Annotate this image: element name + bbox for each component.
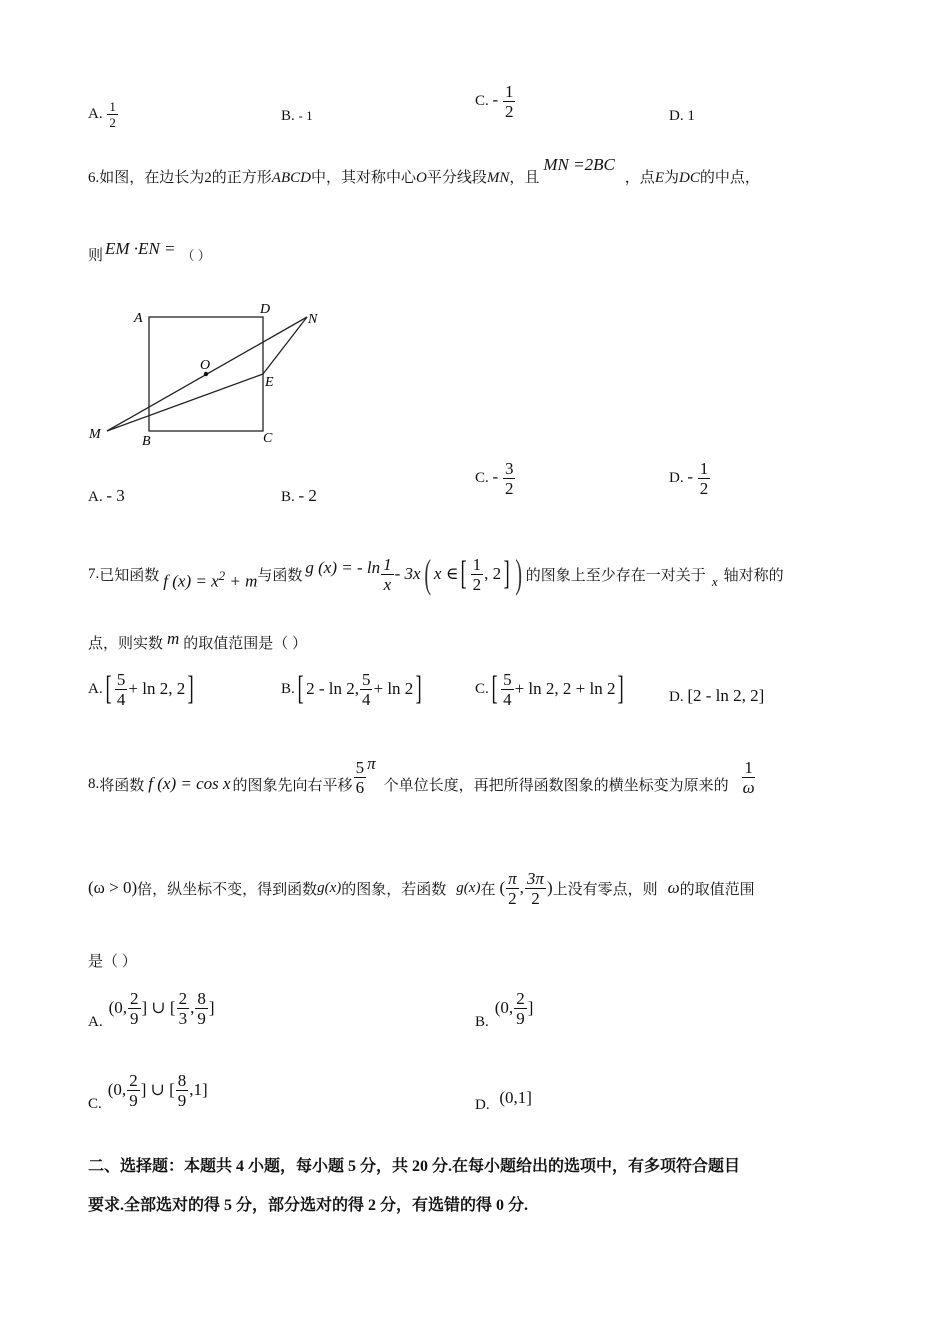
label-n: N [308, 312, 318, 327]
q5-option-d [669, 108, 695, 125]
option-label: C. [475, 92, 489, 109]
fraction: $\frac{1}{2}$ [109, 99, 116, 130]
option-label: D. [669, 469, 684, 486]
q7-option-d [669, 686, 764, 706]
label-d: D [260, 302, 271, 317]
q6-option-d: D. - $\frac{1}{2}$ [669, 459, 709, 498]
q7-stem-line2: 点，则实数 m 的取值范围是（ ） [88, 629, 308, 652]
q7-option-c: C. [ $\frac{5}{4}$ + ln 2, 2 + ln 2 ] [475, 669, 625, 709]
fraction: $\frac{1}{x}$ [383, 554, 392, 594]
omega-condition: (ω > 0) [88, 878, 138, 897]
option-value: (0,1] [499, 1088, 532, 1107]
option-label: D. [475, 1097, 490, 1113]
label-o: O [200, 358, 211, 373]
option-label: B. [281, 489, 295, 505]
q8-stem-line2: (ω > 0) 倍，纵坐标不变，得到函数 g(x) 的图象，若函数 g(x) 在 ( $\frac{\pi}{2}$ , $\frac{3\pi}{2}$ ) 上没有零点，则 ω 的取值范围 [88, 868, 755, 908]
fraction: $\frac{2}{9}$ [130, 988, 139, 1028]
fraction: $\frac{3\pi}{2}$ [526, 868, 544, 908]
question-number: 6. [88, 170, 100, 186]
dot-product-expression: EM ·EN = [105, 239, 176, 258]
option-label: B. [281, 680, 295, 697]
section-2-instructions-line2: 要求.全部选对的得 5 分，部分选对的得 2 分，有选错的得 0 分. [88, 1197, 529, 1214]
g-expression: g (x) = - ln [305, 558, 381, 577]
fraction: $\frac{5}{4}$ [116, 669, 126, 709]
option-value: [2 - ln 2, 2] [687, 686, 765, 705]
question-number: 8. [88, 775, 100, 792]
option-label: D. [669, 689, 684, 705]
f-expression: f (x) = cos x [148, 774, 231, 793]
fraction: $\frac{5}{4}$ [503, 669, 512, 709]
section-2-instructions-line1: 二、选择题：本题共 4 小题，每小题 5 分，共 20 分.在每小题给出的选项中，有多项符合题目 [88, 1158, 741, 1175]
label-a: A [134, 311, 143, 326]
option-label: C. [475, 469, 489, 486]
segment-en [263, 317, 307, 374]
option-label: A. [88, 1013, 103, 1030]
label-c: C [263, 431, 273, 446]
q7-stem-line1: 7. 已知函数 f $(x) = x^2 + m$ 与函数 g (x) = - ln $\frac{1}{x}$ - 3x ( x ∈ [ $\frac{1}{2}$ , 2 ] ) 的图象上至少存在一对关于 x 轴对称的 [88, 551, 784, 596]
option-label: D. [669, 108, 684, 124]
fraction: $\frac{8}{9}$ [197, 988, 206, 1028]
fraction: $\frac{3}{2}$ [504, 459, 514, 498]
q8-option-d [475, 1088, 532, 1113]
segment-me [107, 374, 263, 431]
fraction: $\frac{8}{9}$ [177, 1070, 187, 1110]
option-value: - 1 [298, 108, 313, 123]
q7-option-a: A. [ $\frac{5}{4}$ + ln 2, 2 ] [88, 669, 195, 709]
option-value: 1 [687, 108, 695, 124]
fraction: $\frac{2}{9}$ [129, 1070, 138, 1110]
label-b: B [142, 434, 151, 449]
q8-option-c: C. (0, $\frac{2}{9}$ ] ∪ [ $\frac{8}{9}$ ,1] [88, 1070, 208, 1112]
option-label: A. [88, 105, 103, 122]
fraction: $\frac{1}{2}$ [472, 554, 482, 594]
q6-stem-line1: 6.如图，在边长为2的正方形ABCD中，其对称中心O平分线段MN，且MN =2BC，点E为DC的中点， [88, 155, 760, 186]
option-label: C. [88, 1095, 102, 1112]
q6-option-a [88, 486, 125, 506]
option-label: C. [475, 680, 489, 697]
q8-stem-line1: 8. 将函数 f (x) = cos x 的图象先向右平移 $\frac{5}{6}$ π 个单位长度，再把所得函数图象的横坐标变为原来的 $\frac{1}{\omega}$ [88, 754, 755, 797]
fraction: $\frac{2}{9}$ [516, 988, 525, 1028]
q8-option-b: B. (0, $\frac{2}{9}$ ] [475, 988, 534, 1030]
fraction: $\frac{2}{3}$ [178, 988, 188, 1028]
q6-stem-line2: 则 EM ·EN = （ ） [88, 239, 211, 264]
q5-option-b [281, 108, 313, 125]
option-label: A. [88, 489, 103, 505]
fraction: $\frac{1}{2}$ [504, 82, 514, 121]
f-expression: f $(x) = x^2 + m$ [163, 568, 258, 591]
vector-condition: MN =2BC [543, 155, 615, 174]
q5-option-c: C. - $\frac{1}{2}$ [475, 82, 514, 121]
option-value: - 2 [298, 486, 317, 505]
fraction: $\frac{5}{4}$ [361, 669, 371, 709]
q6-geometry-figure [80, 295, 340, 455]
q5-option-a [88, 100, 119, 129]
q6-option-b [281, 486, 317, 506]
fraction: $\frac{\pi}{2}$ [508, 868, 517, 908]
q8-option-a: A. (0, $\frac{2}{9}$ ] ∪ [ $\frac{2}{3}$ , $\frac{8}{9}$ ] [88, 988, 215, 1030]
q8-stem-line3: 是（ ） [88, 954, 137, 970]
label-m: M [89, 427, 101, 442]
label-e: E [265, 375, 274, 390]
option-label: B. [281, 108, 295, 124]
q7-option-b: B. [ 2 - ln 2, $\frac{5}{4}$ + ln 2 ] [281, 669, 423, 709]
fraction: $\frac{1}{\omega}$ [742, 757, 755, 797]
q6-option-c: C. - $\frac{3}{2}$ [475, 459, 514, 498]
fraction: $\frac{5}{6}$ [355, 757, 365, 797]
option-label: A. [88, 680, 103, 697]
question-number: 7. [88, 565, 100, 582]
option-label: B. [475, 1013, 489, 1030]
option-value: - 3 [106, 486, 125, 505]
fraction: $\frac{1}{2}$ [699, 459, 709, 498]
